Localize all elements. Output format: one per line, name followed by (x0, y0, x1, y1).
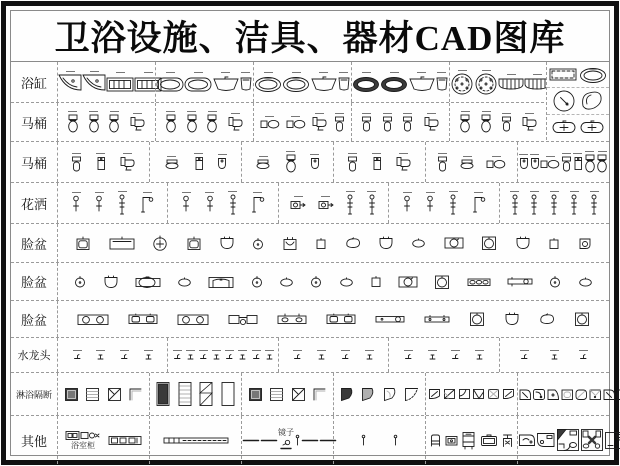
squat-icon (459, 156, 475, 169)
side-panel-row (547, 114, 609, 140)
wc-top-icon (584, 151, 596, 173)
plan-l-icon (536, 432, 556, 448)
faucet-icon (252, 350, 261, 361)
wc-side-icon (423, 113, 440, 131)
basin-circle-sm-icon (549, 275, 561, 288)
item-caption: 镜子 (278, 428, 294, 438)
shower-arm-icon (140, 192, 154, 214)
faucet-t-icon (550, 350, 559, 361)
stall-q-icon (518, 388, 532, 401)
apron-tub-icon (409, 72, 435, 93)
basin-oval-icon (339, 277, 354, 287)
mirror-dash-icon (242, 437, 260, 444)
symbol-cell (58, 62, 155, 102)
symbol-cell (449, 103, 547, 141)
tank-icon (573, 153, 583, 171)
symbol-table (11, 62, 609, 464)
symbol-cell (58, 103, 155, 141)
tank-icon (372, 153, 382, 171)
table-row-9 (11, 415, 609, 464)
shower-knob-icon (425, 192, 435, 214)
mixer-box-icon (290, 196, 306, 211)
basin-boxed-icon (469, 311, 485, 327)
shower-knob-icon (94, 192, 104, 214)
wc-front-icon (382, 113, 393, 132)
corner-tub-icon (58, 71, 82, 94)
corner-dark-icon (340, 387, 355, 402)
side-panel (546, 62, 609, 140)
wc-top-icon (596, 151, 608, 173)
apron-tub-icon (311, 72, 337, 93)
tank-icon (96, 153, 106, 171)
cabinet-tall-icon (461, 431, 476, 450)
faucet-t-icon (144, 350, 153, 361)
vanity-3-icon (467, 277, 491, 287)
oval-tub-icon (156, 72, 184, 93)
symbol-cell (351, 103, 449, 141)
symbol-cell (388, 338, 498, 372)
corner-line-icon (404, 387, 419, 402)
hanger-icon (501, 433, 514, 448)
hook-icon (392, 434, 399, 447)
plan-room2-icon (580, 428, 604, 452)
side-panel-row (547, 87, 609, 113)
basin-round-icon (103, 275, 119, 289)
row-label: 花洒 (11, 183, 58, 223)
corner-arc-icon (383, 387, 398, 402)
vanity-long-icon (375, 314, 405, 324)
row-label: 马桶 (11, 103, 58, 141)
symbol-cell (149, 142, 241, 182)
symbol-cell (253, 62, 351, 102)
row-label: 淋浴隔断 (11, 373, 58, 415)
symbol-cell (499, 338, 609, 372)
wc-side-icon (227, 113, 244, 131)
vanity-box-icon (444, 236, 464, 250)
table-row-2 (11, 141, 609, 182)
faucet-icon (199, 350, 208, 361)
symbol-cell (278, 338, 388, 372)
wc-top-icon (165, 111, 177, 133)
blob-tub-icon (580, 90, 604, 112)
symbol-cell (58, 416, 149, 464)
cup-tub-icon (239, 72, 253, 93)
shower-knob-icon (181, 192, 191, 214)
faucet-icon (520, 350, 529, 361)
symbol-cell (58, 142, 149, 182)
vanity-oval-icon (135, 275, 161, 289)
dark-tub-icon (380, 72, 408, 93)
faucet-icon (293, 350, 302, 361)
faucet-icon (225, 350, 234, 361)
shower-pole-icon (448, 191, 458, 216)
symbol-cell (167, 338, 277, 372)
stall-x-icon (487, 388, 500, 400)
wc-top-icon (285, 151, 297, 173)
symbol-cell (58, 263, 609, 300)
basin-round-icon (378, 236, 394, 250)
rack-icon (429, 433, 442, 448)
cabinet-row-icon (108, 435, 142, 446)
basin-sq-sm-icon (315, 237, 327, 250)
wc-side-icon (311, 113, 328, 131)
symbol-cell (58, 183, 167, 223)
table-row-1 (11, 102, 609, 141)
urinal-icon (519, 154, 529, 170)
basin-round-icon (504, 312, 520, 326)
basin-oval-icon (411, 238, 426, 248)
title-band (11, 11, 609, 62)
wc-top-icon (480, 111, 492, 133)
vanity-basin-icon (208, 275, 234, 289)
hatch-oval-tub-icon (498, 74, 524, 91)
shower-pole-icon (345, 191, 355, 216)
jet-tub-icon (450, 70, 474, 95)
squat-icon (164, 156, 180, 169)
ring-tub-icon (254, 72, 282, 93)
wc-top-icon (67, 111, 79, 133)
faucet-t-icon (365, 350, 374, 361)
part-filled-icon (64, 387, 79, 402)
page-title: 卫浴设施、洁具、器材CAD图库 (54, 19, 566, 58)
shower-arm-icon (472, 192, 486, 214)
circle-tub-icon (552, 89, 576, 113)
symbol-cell (149, 373, 241, 415)
stall-p-icon (588, 388, 602, 401)
chest-icon (480, 434, 498, 447)
faucet-t-icon (428, 350, 437, 361)
shower-pole-icon (549, 191, 559, 216)
double-gap-icon (228, 313, 258, 326)
symbol-cell (155, 62, 253, 102)
stall-diag-icon (443, 388, 456, 400)
basin-oval-icon (279, 277, 294, 287)
wc-plan-icon (486, 156, 506, 169)
cup-tub-icon (337, 72, 351, 93)
symbol-cell (253, 103, 351, 141)
row-label: 水龙头 (11, 338, 58, 372)
mixer-box-icon (318, 196, 334, 211)
symbol-cell (351, 62, 449, 102)
symbol-cell (449, 62, 547, 102)
faucet-t-icon (265, 350, 274, 361)
wc-side-icon (129, 113, 146, 131)
basin-circle-sm-icon (252, 237, 264, 250)
symbol-cell (241, 416, 333, 464)
symbol-cell (149, 416, 241, 464)
basin-blob-icon (345, 237, 361, 249)
stall-hook-icon (532, 388, 546, 401)
symbol-cell (241, 373, 333, 415)
basin-sq-sm-icon (548, 237, 560, 250)
shower-pole-icon (367, 191, 377, 216)
stall-q-icon (602, 388, 616, 401)
stall-r-icon (574, 388, 588, 401)
basin-boxed-icon (434, 274, 450, 290)
strip-icon (163, 436, 229, 445)
basin-circle-sm-icon (310, 275, 322, 288)
basin-circle-icon (152, 235, 168, 251)
dark-tub-icon (352, 72, 380, 93)
faucet-icon (173, 350, 182, 361)
shower-pole-icon (117, 191, 127, 216)
basin-rect-icon (109, 236, 135, 250)
table-row-7 (11, 337, 609, 372)
table-row-8 (11, 372, 609, 415)
stall-d-icon (616, 388, 620, 401)
wc-front-icon (71, 153, 82, 172)
corner-seat-icon (518, 433, 536, 447)
wm-icon (445, 435, 458, 446)
table-row-0 (11, 62, 609, 102)
stall-d-icon (546, 388, 560, 401)
basin-boxed-icon (481, 235, 497, 251)
urinal-icon (530, 154, 540, 170)
row-label: 脸盆 (11, 224, 58, 262)
basin-oval-icon (578, 277, 593, 287)
wc-side-icon (119, 153, 136, 171)
basin-corner-icon (578, 237, 592, 250)
basin-sq-icon (186, 236, 202, 251)
basin-circle-sm-icon (74, 275, 86, 288)
wc-plan-icon (286, 116, 306, 129)
item-caption: 浴室柜 (71, 441, 95, 451)
hatch-tub-icon (106, 72, 134, 93)
symbol-cell (58, 224, 609, 262)
shower-knob-icon (71, 192, 81, 214)
symbol-cell (333, 142, 425, 182)
symbol-cell (241, 142, 333, 182)
wc-top-icon (88, 111, 100, 133)
row-label: 脸盆 (11, 301, 58, 337)
faucet-icon (451, 350, 460, 361)
shower-pole-icon (529, 191, 539, 216)
panel-filled-icon (155, 381, 171, 407)
symbol-cell (425, 142, 517, 182)
faucet-icon (404, 350, 413, 361)
basin-blob-icon (539, 313, 555, 325)
basin-circle-sm-icon (251, 275, 263, 288)
panel-plain-icon (220, 381, 236, 407)
symbol-cell (278, 183, 388, 223)
faucet-t-icon (96, 350, 105, 361)
oval-cross-tub-icon (580, 120, 604, 134)
wc-front-icon (437, 153, 448, 172)
table-row-6 (11, 300, 609, 337)
faucet-icon (120, 350, 129, 361)
stall-tri-icon (472, 388, 485, 400)
hook-icon (360, 434, 367, 447)
double-sq-icon (128, 313, 158, 325)
row-label: 浴缸 (11, 62, 58, 102)
hook-icon (294, 434, 301, 447)
wc-plan-icon (260, 116, 280, 129)
faucet-icon (73, 350, 82, 361)
wc-side-icon (395, 153, 412, 171)
symbol-cell (425, 373, 517, 415)
basin-round-icon (219, 236, 235, 250)
symbol-cell (499, 183, 609, 223)
urinal-icon (217, 154, 227, 170)
part-diag-icon (291, 387, 306, 402)
symbol-cell (333, 373, 425, 415)
side-panel-row (547, 62, 609, 87)
symbol-cell (517, 416, 609, 464)
row-label: 马桶 (11, 142, 58, 182)
symbol-cell (333, 416, 425, 464)
tank-icon (194, 153, 204, 171)
corner-gray-icon (361, 387, 376, 402)
symbol-cell (167, 183, 277, 223)
panel-diag-icon (198, 381, 214, 407)
apron-tub-icon (213, 72, 239, 93)
stall-arc-icon (458, 388, 471, 400)
symbol-cell (58, 338, 167, 372)
shower-pole-icon (569, 191, 579, 216)
faucet-icon (341, 350, 350, 361)
basin-boxed-icon (574, 311, 590, 327)
row-label: 脸盆 (11, 263, 58, 300)
table-row-3 (11, 182, 609, 223)
part-hatch-icon (85, 387, 100, 402)
ring-tub-icon (282, 72, 310, 93)
shower-arm-icon (251, 192, 265, 214)
part-hatch-icon (269, 387, 284, 402)
vanity-dots-icon (424, 314, 450, 324)
mirror-dash-icon (301, 437, 319, 444)
double-round-icon (177, 313, 209, 326)
corner-tub-icon (82, 71, 106, 94)
plan-room-icon (556, 428, 580, 452)
wc-front-icon (561, 153, 572, 172)
ring-tub-icon (579, 66, 607, 84)
symbol-cell (58, 373, 149, 415)
wc-front-icon (347, 153, 358, 172)
mirror-hook-icon (278, 429, 294, 451)
mirror-dash-icon (260, 437, 278, 444)
vanity-tap-icon (507, 276, 533, 287)
faucet-t-icon (475, 350, 484, 361)
symbol-cell (517, 373, 609, 415)
wc-top-icon (108, 111, 120, 133)
faucet-t-icon (212, 350, 221, 361)
inner-border (10, 10, 610, 456)
cabinet-2-icon (65, 429, 101, 451)
wc-top-icon (206, 111, 218, 133)
symbol-cell (425, 416, 517, 464)
panel-hatch-icon (177, 381, 193, 407)
urinal-icon (310, 154, 320, 170)
table-row-5 (11, 262, 609, 300)
part-filled-icon (248, 387, 263, 402)
basin-sq-sm-icon (370, 275, 382, 288)
squat-icon (255, 156, 271, 169)
row-label: 其他 (11, 416, 58, 464)
wc-front-icon (402, 113, 413, 132)
shower-knob-icon (402, 192, 412, 214)
basin-sq2-icon (282, 236, 298, 251)
part-corner-icon (128, 387, 143, 402)
basin-oval-icon (177, 277, 192, 287)
double-round-icon (77, 313, 109, 326)
symbol-cell (388, 183, 498, 223)
faucet-icon (579, 350, 588, 361)
wc-side-icon (521, 113, 538, 131)
symbol-cell (517, 142, 609, 182)
jet-tub-icon (474, 70, 498, 95)
wc-top-icon (459, 111, 471, 133)
shower-pole-icon (589, 191, 599, 216)
table-row-4 (11, 223, 609, 262)
wc-front-icon (361, 113, 372, 132)
symbol-cell (155, 103, 253, 141)
double-tap-icon (277, 313, 307, 325)
faucet-t-icon (317, 350, 326, 361)
wc-plan-icon (540, 156, 560, 169)
faucet-t-icon (186, 350, 195, 361)
wc-top-icon (186, 111, 198, 133)
stall-flat-icon (502, 388, 515, 400)
symbol-cell (58, 301, 609, 337)
vanity-box-icon (398, 275, 418, 289)
oval-tub-icon (184, 72, 212, 93)
shower-pole-icon (228, 191, 238, 216)
shower-knob-icon (205, 192, 215, 214)
double-sq-icon (326, 313, 356, 325)
part-diag-icon (107, 387, 122, 402)
plan-sq-icon (604, 431, 620, 450)
rect-tub-icon (549, 67, 577, 82)
cup-tub-icon (435, 72, 449, 93)
stall-flat-icon (428, 388, 441, 400)
wc-front-icon (501, 113, 512, 132)
stall-sq-icon (560, 388, 574, 401)
faucet-t-icon (238, 350, 247, 361)
basin-round-icon (515, 236, 531, 250)
basin-sq-icon (75, 236, 91, 251)
part-corner-icon (312, 387, 327, 402)
shower-pole-icon (510, 191, 520, 216)
oval-cross-tub-icon (552, 120, 576, 134)
wc-front-icon (334, 113, 345, 132)
